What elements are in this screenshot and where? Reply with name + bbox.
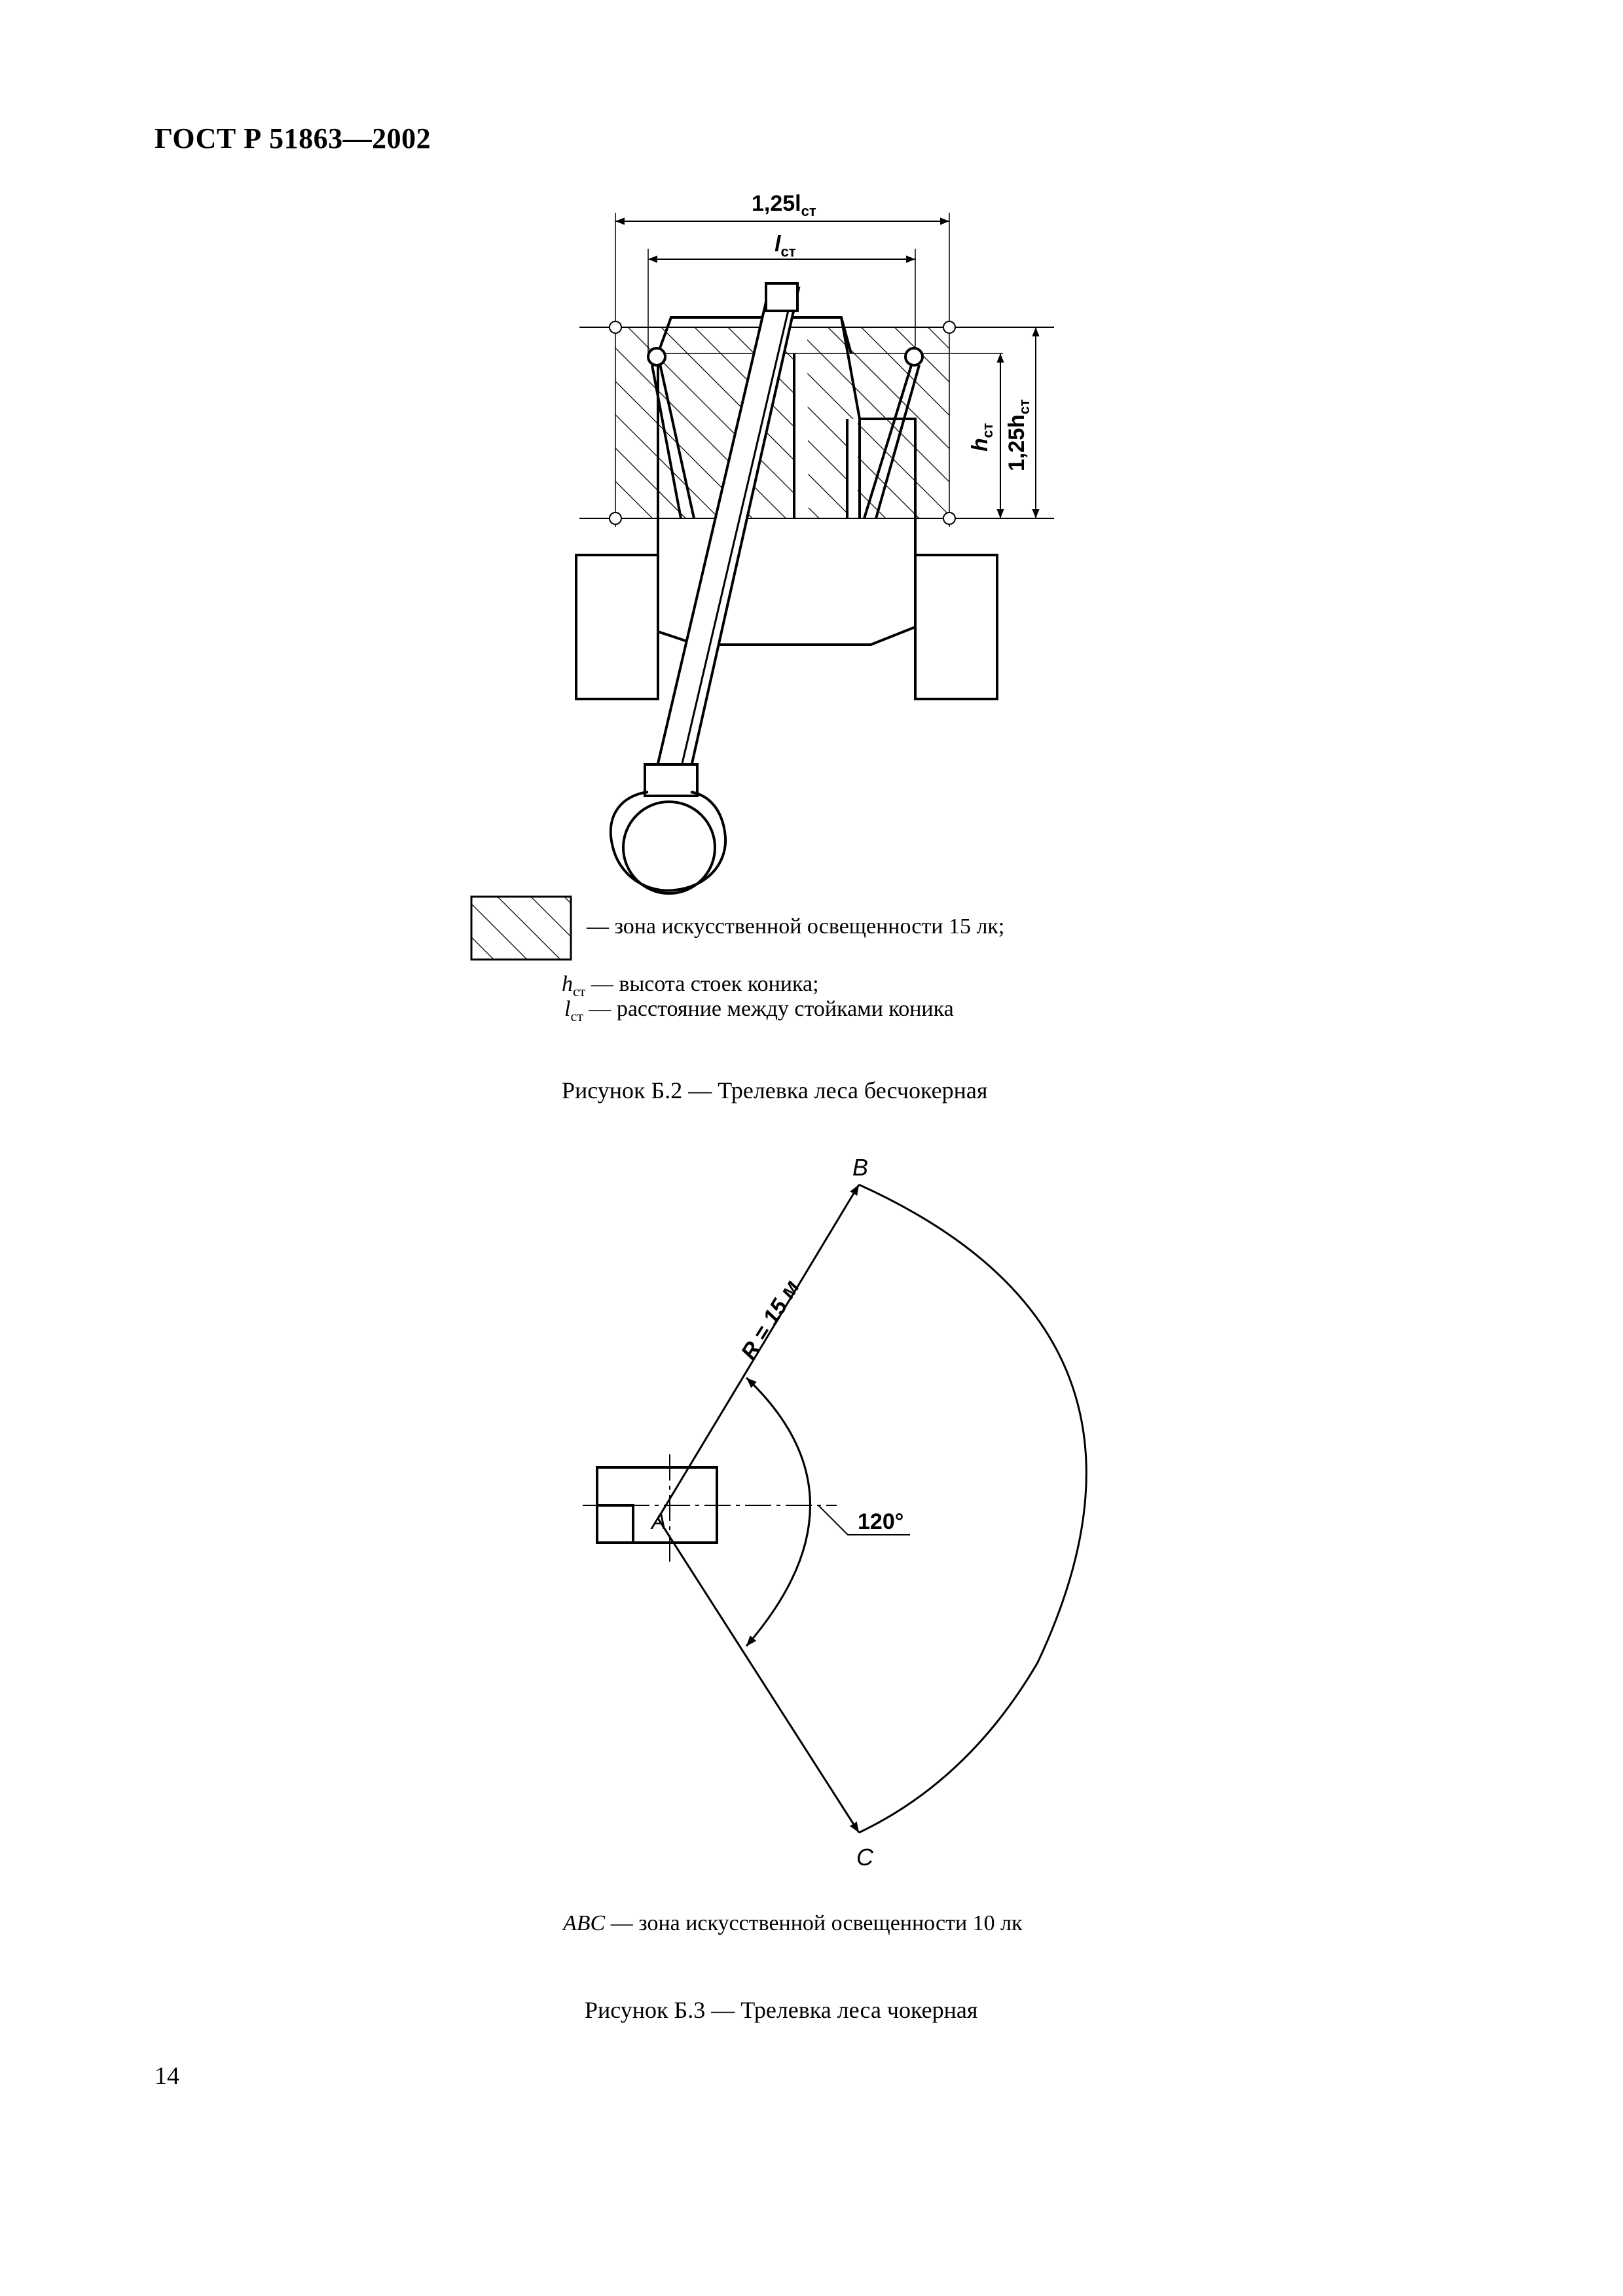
legend-zone-15lx: — зона искусственной освещенности 15 лк;: [587, 914, 1005, 939]
legend-h-st: $h_{ст}$ — высота стоек коника;: [562, 972, 819, 999]
legend-l-st: $l_{ст}$ — расстояние между стойками коника: [564, 997, 954, 1024]
point-a-label: A: [651, 1509, 666, 1534]
angle-arc: [746, 1378, 811, 1646]
zone-arc-bc: [859, 1185, 1086, 1833]
dim-total-height-label: $1,25h_{ст}$: [1004, 399, 1032, 471]
legend-zone-10lx: ABC — зона искусственной освещенности 10 лк: [563, 1911, 1023, 1935]
dim-height-label: $h_{ст}$: [968, 423, 996, 452]
figure-b3-caption: Рисунок Б.3 — Трелевка леса чокерная: [585, 1997, 978, 2023]
radius-label: R = 15 м: [736, 1276, 805, 1365]
page-number: 14: [155, 2062, 179, 2090]
figure-b2-caption: Рисунок Б.2 — Трелевка леса бесчокерная: [562, 1077, 988, 1103]
point-c-label: C: [856, 1844, 873, 1871]
point-b-label: B: [852, 1154, 869, 1181]
angle-label: 120°: [858, 1509, 904, 1534]
dim-inner-width-label: $l_{ст}$: [775, 232, 796, 260]
dim-total-width-label: $1,25l_{ст}$: [752, 191, 816, 219]
document-header: ГОСТ Р 51863—2002: [155, 122, 431, 154]
